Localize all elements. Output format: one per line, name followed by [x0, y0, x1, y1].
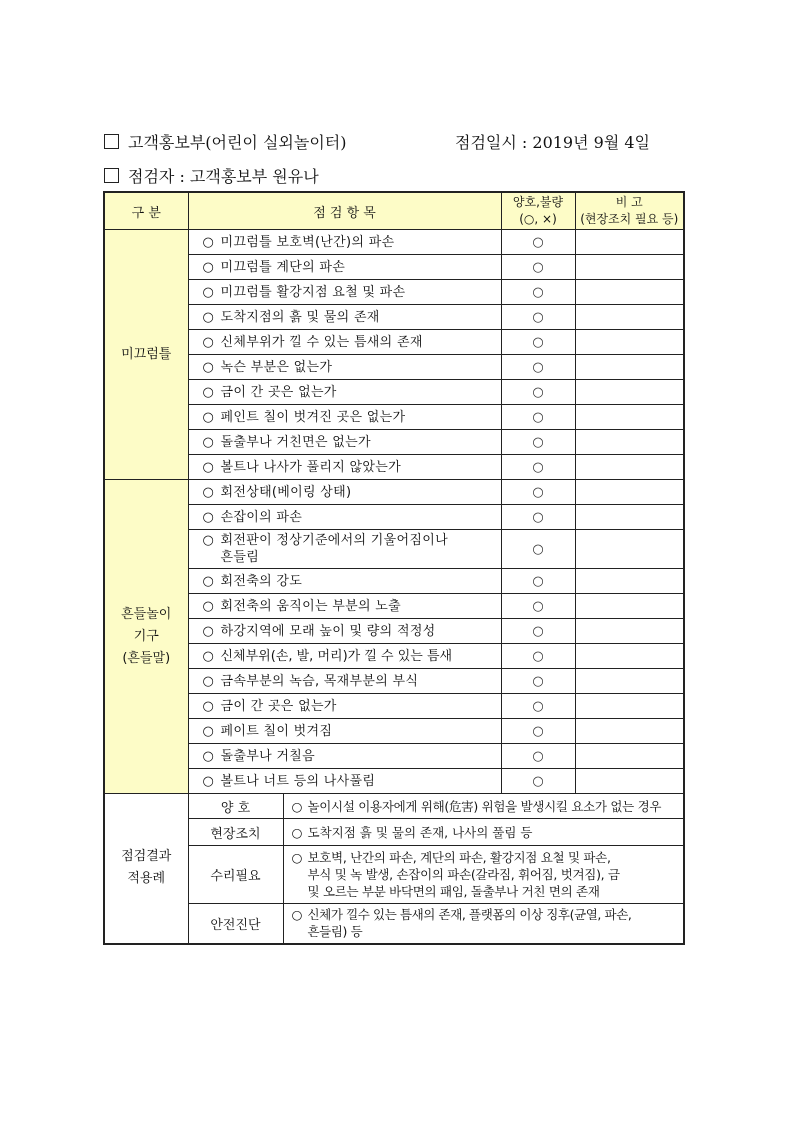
check-item-text: 신체부위(손, 발, 머리)가 낄 수 있는 틈새	[220, 648, 453, 664]
note-cell	[575, 430, 684, 455]
status-mark: ○	[501, 719, 575, 744]
note-cell	[575, 594, 684, 619]
check-item-text: 미끄럼틀 계단의 파손	[220, 259, 346, 275]
col-note-line2: (현장조치 필요 등)	[580, 212, 679, 226]
table-row	[104, 669, 684, 694]
result-line: 놀이시설 이용자에게 위해(危害) 위험을 발생시킬 요소가 없는 경우	[307, 798, 662, 814]
note-cell	[575, 694, 684, 719]
col-category-header: 구 분	[104, 192, 188, 230]
note-cell	[575, 355, 684, 380]
table-row	[104, 644, 684, 669]
status-mark: ○	[501, 569, 575, 594]
table-row	[104, 405, 684, 430]
bullet-icon: ○	[202, 409, 215, 425]
check-item	[188, 280, 501, 305]
table-row	[104, 305, 684, 330]
status-mark: ○	[501, 669, 575, 694]
bullet-icon: ○	[202, 359, 215, 375]
result-text	[283, 846, 684, 904]
bullet-icon: ○	[202, 673, 215, 689]
table-row	[104, 769, 684, 794]
check-item	[188, 505, 501, 530]
note-cell	[575, 569, 684, 594]
result-row	[104, 904, 684, 944]
col-note-header	[575, 192, 684, 230]
bullet-icon: ○	[202, 598, 215, 614]
status-mark: ○	[501, 744, 575, 769]
category-label: 점검결과	[121, 849, 172, 865]
result-row	[104, 794, 684, 819]
table-row	[104, 380, 684, 405]
table-row	[104, 594, 684, 619]
bullet-icon: ○	[291, 798, 303, 814]
bullet-icon: ○	[202, 748, 215, 764]
check-item	[188, 305, 501, 330]
check-item-text: 금이 간 곳은 없는가	[220, 698, 337, 714]
status-mark: ○	[501, 644, 575, 669]
check-item	[188, 644, 501, 669]
category-label: 적용례	[127, 871, 166, 887]
result-line: 부식 및 녹 발생, 손잡이의 파손(갈라짐, 휘어짐, 벗겨짐), 금	[307, 867, 620, 882]
status-mark: ○	[501, 505, 575, 530]
check-item-text: 신체부위가 낄 수 있는 틈새의 존재	[220, 334, 423, 350]
check-item-text-cont: 흔들림	[220, 550, 260, 565]
result-row	[104, 819, 684, 846]
result-line: 신체가 낄수 있는 틈새의 존재, 플랫폼의 이상 징후(균열, 파손,	[307, 907, 632, 923]
check-item	[188, 530, 501, 569]
bullet-icon: ○	[202, 384, 215, 400]
note-cell	[575, 305, 684, 330]
status-mark: ○	[501, 280, 575, 305]
check-item	[188, 569, 501, 594]
category-label: 기구	[133, 628, 159, 644]
note-cell	[575, 280, 684, 305]
category-cell	[104, 230, 188, 480]
inspection-table	[103, 191, 685, 945]
bullet-icon: ○	[202, 234, 215, 250]
result-row	[104, 846, 684, 904]
col-status-line1: 양호,불량	[512, 195, 564, 209]
check-item	[188, 405, 501, 430]
check-item	[188, 430, 501, 455]
note-cell	[575, 530, 684, 569]
note-cell	[575, 669, 684, 694]
inspector: 점검자 : 고객홍보부 원유나	[128, 167, 319, 186]
bullet-icon: ○	[202, 698, 215, 714]
bullet-icon: ○	[202, 623, 215, 639]
category-label: (흔들말)	[122, 650, 171, 666]
inspection-date: 점검일시 : 2019년 9월 4일	[455, 133, 651, 152]
result-label: 안전진단	[188, 904, 283, 944]
status-mark: ○	[501, 355, 575, 380]
note-cell	[575, 230, 684, 255]
note-cell	[575, 769, 684, 794]
result-line: 및 오르는 부분 바닥면의 패임, 돌출부나 거친 면의 존재	[307, 884, 600, 899]
check-item-text: 미끄럼틀 활강지점 요철 및 파손	[220, 284, 406, 300]
check-item	[188, 769, 501, 794]
col-status-line2: (○, ×)	[519, 212, 557, 226]
status-mark: ○	[501, 694, 575, 719]
result-line: 도착지점 흙 및 물의 존재, 나사의 풀림 등	[307, 824, 533, 840]
col-items-header: 점 검 항 목	[188, 192, 501, 230]
bullet-icon: ○	[202, 459, 215, 475]
check-item-text: 회전상태(베이링 상태)	[220, 484, 352, 500]
bullet-icon: ○	[291, 850, 303, 865]
table-row	[104, 280, 684, 305]
note-cell	[575, 330, 684, 355]
bullet-icon: ○	[202, 259, 215, 275]
table-header-row	[104, 192, 684, 230]
table-row	[104, 230, 684, 255]
checkbox-icon	[104, 168, 119, 183]
table-row	[104, 744, 684, 769]
table-row	[104, 430, 684, 455]
check-item	[188, 669, 501, 694]
status-mark: ○	[501, 455, 575, 480]
check-item	[188, 230, 501, 255]
bullet-icon: ○	[202, 773, 215, 789]
check-item-text: 돌출부나 거칠음	[220, 748, 315, 764]
bullet-icon: ○	[291, 907, 303, 923]
status-mark: ○	[501, 430, 575, 455]
check-item	[188, 719, 501, 744]
table-row	[104, 569, 684, 594]
checkbox-icon	[104, 134, 119, 149]
result-line: 흔들림) 등	[307, 924, 363, 940]
check-item-text: 도착지점의 흙 및 물의 존재	[220, 309, 380, 325]
category-label: 미끄럼틀	[121, 346, 172, 362]
note-cell	[575, 644, 684, 669]
result-text	[283, 794, 684, 819]
check-item-text: 하강지역에 모래 높이 및 량의 적정성	[220, 623, 436, 639]
result-label: 수리필요	[188, 846, 283, 904]
note-cell	[575, 505, 684, 530]
bullet-icon: ○	[291, 824, 303, 840]
col-status-header	[501, 192, 575, 230]
check-item-text: 돌출부나 거친면은 없는가	[220, 434, 371, 450]
check-item	[188, 480, 501, 505]
check-item-text: 미끄럼틀 보호벽(난간)의 파손	[220, 234, 395, 250]
check-item	[188, 619, 501, 644]
note-cell	[575, 455, 684, 480]
note-cell	[575, 744, 684, 769]
table-row	[104, 505, 684, 530]
check-item-text: 볼트나 너트 등의 나사풀림	[220, 773, 376, 789]
table-row	[104, 480, 684, 505]
status-mark: ○	[501, 619, 575, 644]
status-mark: ○	[501, 230, 575, 255]
check-item	[188, 380, 501, 405]
status-mark: ○	[501, 769, 575, 794]
check-item-text: 손잡이의 파손	[220, 509, 303, 525]
bullet-icon: ○	[202, 434, 215, 450]
category-cell	[104, 794, 188, 944]
table-row	[104, 455, 684, 480]
bullet-icon: ○	[202, 533, 215, 548]
check-item	[188, 694, 501, 719]
check-item-text: 금속부분의 녹슴, 목재부분의 부식	[220, 673, 419, 689]
result-label: 현장조치	[188, 819, 283, 846]
note-cell	[575, 619, 684, 644]
org-title: 고객홍보부(어린이 실외놀이터)	[128, 133, 347, 152]
bullet-icon: ○	[202, 509, 215, 525]
check-item-text: 회전축의 강도	[220, 573, 303, 589]
status-mark: ○	[501, 330, 575, 355]
table-row	[104, 330, 684, 355]
check-item	[188, 355, 501, 380]
check-item	[188, 330, 501, 355]
check-item	[188, 455, 501, 480]
result-line: 보호벽, 난간의 파손, 계단의 파손, 활강지점 요철 및 파손,	[307, 850, 611, 865]
bullet-icon: ○	[202, 309, 215, 325]
header-line-2	[104, 167, 319, 187]
table-row	[104, 255, 684, 280]
category-cell	[104, 480, 188, 794]
col-note-line1: 비 고	[615, 195, 643, 209]
status-mark: ○	[501, 255, 575, 280]
note-cell	[575, 405, 684, 430]
bullet-icon: ○	[202, 723, 215, 739]
check-item-text: 회전판이 정상기준에서의 기울어짐이나	[220, 533, 448, 548]
result-text	[283, 819, 684, 846]
bullet-icon: ○	[202, 334, 215, 350]
status-mark: ○	[501, 530, 575, 569]
bullet-icon: ○	[202, 648, 214, 664]
status-mark: ○	[501, 305, 575, 330]
check-item	[188, 744, 501, 769]
header-line-1-left	[104, 133, 347, 153]
status-mark: ○	[501, 405, 575, 430]
check-item-text: 회전축의 움직이는 부분의 노출	[220, 598, 401, 614]
result-label: 양 호	[188, 794, 283, 819]
table-row	[104, 619, 684, 644]
check-item-text: 페이트 칠이 벗겨짐	[220, 723, 333, 739]
check-item	[188, 594, 501, 619]
status-mark: ○	[501, 594, 575, 619]
table-row	[104, 355, 684, 380]
status-mark: ○	[501, 380, 575, 405]
note-cell	[575, 380, 684, 405]
bullet-icon: ○	[202, 573, 215, 589]
table-row	[104, 530, 684, 569]
check-item-text: 녹슨 부분은 없는가	[220, 359, 333, 375]
category-label: 흔들놀이	[121, 606, 172, 622]
note-cell	[575, 255, 684, 280]
status-mark: ○	[501, 480, 575, 505]
bullet-icon: ○	[202, 484, 215, 500]
bullet-icon: ○	[202, 284, 215, 300]
check-item	[188, 255, 501, 280]
note-cell	[575, 480, 684, 505]
result-text	[283, 904, 684, 944]
table-row	[104, 719, 684, 744]
table-row	[104, 694, 684, 719]
note-cell	[575, 719, 684, 744]
check-item-text: 금이 간 곳은 없는가	[220, 384, 337, 400]
check-item-text: 볼트나 나사가 풀리지 않았는가	[220, 459, 401, 475]
check-item-text: 페인트 칠이 벗겨진 곳은 없는가	[220, 409, 406, 425]
